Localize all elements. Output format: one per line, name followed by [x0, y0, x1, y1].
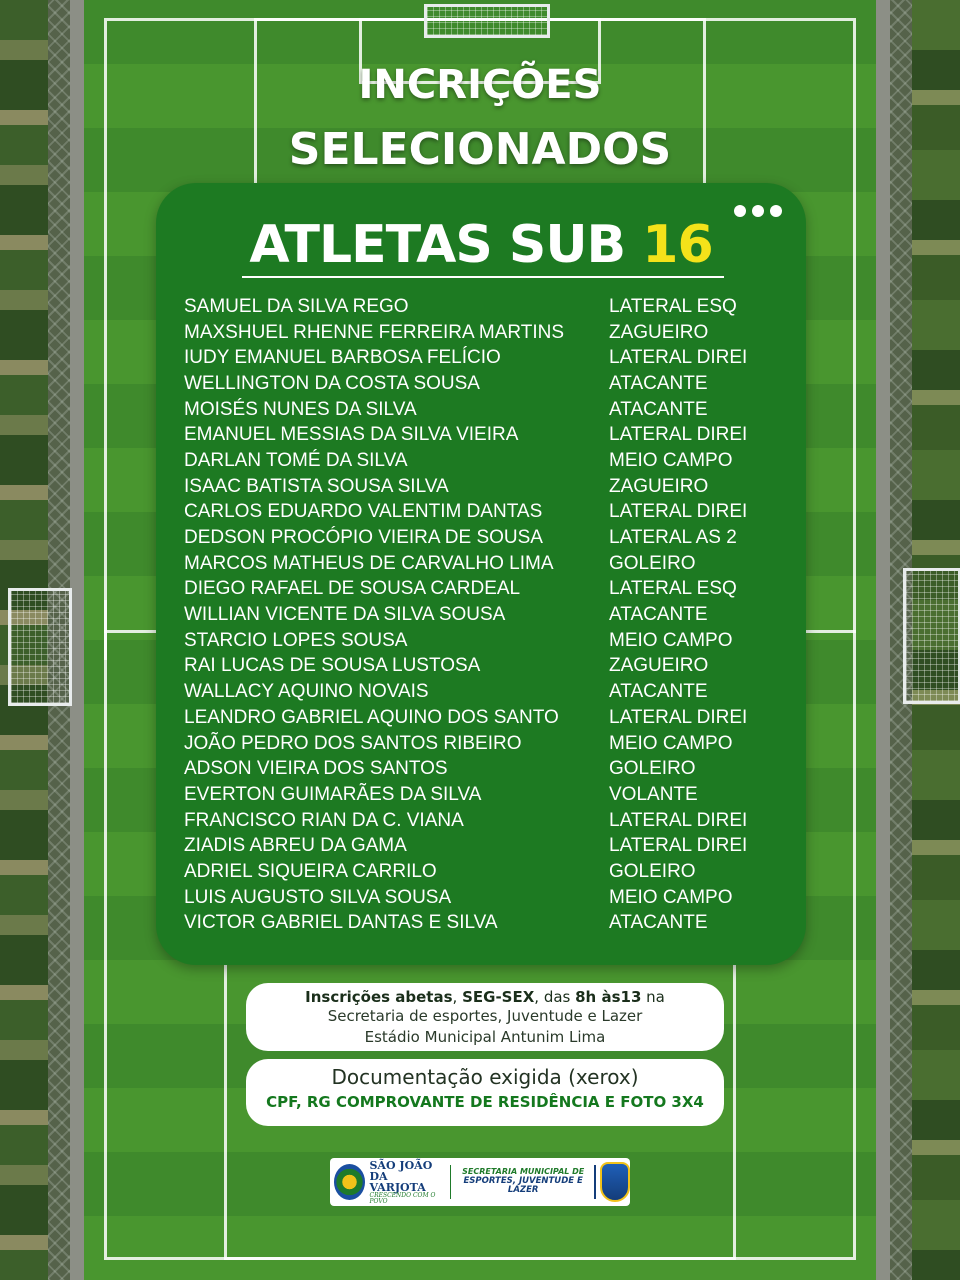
athlete-name: RAI LUCAS DE SOUSA LUSTOSA — [184, 655, 481, 677]
registration-label: Inscrições abetas — [305, 988, 453, 1006]
city-name-2: DA VARJOTA — [369, 1169, 426, 1194]
athlete-row — [184, 654, 784, 680]
athlete-position: LATERAL ESQ — [609, 578, 737, 600]
logo-divider-2 — [594, 1165, 596, 1199]
athlete-row — [184, 705, 784, 731]
athlete-name: IUDY EMANUEL BARBOSA FELÍCIO — [184, 347, 501, 369]
documents-items: CPF, RG COMPROVANTE DE RESIDÊNCIA E FOTO 3X4 — [266, 1093, 704, 1111]
athletes-card — [156, 183, 806, 965]
registration-days: SEG-SEX — [462, 988, 535, 1006]
athlete-list — [184, 294, 784, 936]
title-underline — [242, 276, 724, 278]
athlete-name: WALLACY AQUINO NOVAIS — [184, 681, 429, 703]
card-title-main: ATLETAS SUB — [249, 215, 643, 275]
athlete-position: MEIO CAMPO — [609, 732, 733, 754]
athlete-name: ISAAC BATISTA SOUSA SILVA — [184, 475, 449, 497]
registration-das: , das — [534, 988, 576, 1006]
athlete-position: LATERAL DIREI — [609, 424, 748, 446]
athlete-row — [184, 911, 784, 937]
secretaria-line-1: SECRETARIA MUNICIPAL DE — [462, 1167, 585, 1177]
athlete-position: LATERAL ESQ — [609, 295, 737, 317]
goal-right — [903, 568, 960, 704]
athlete-row — [184, 448, 784, 474]
athlete-name: DARLAN TOMÉ DA SILVA — [184, 449, 408, 471]
athlete-row — [184, 551, 784, 577]
athlete-position: LATERAL DIREI — [609, 501, 748, 523]
athlete-position: GOLEIRO — [609, 552, 696, 574]
card-title-number: 16 — [642, 215, 713, 275]
athlete-row — [184, 756, 784, 782]
athlete-row — [184, 808, 784, 834]
athlete-position: MEIO CAMPO — [609, 886, 733, 908]
athlete-position: LATERAL AS 2 — [609, 527, 737, 549]
athlete-position: GOLEIRO — [609, 758, 696, 780]
athlete-position: ZAGUEIRO — [609, 655, 709, 677]
athlete-position: ZAGUEIRO — [609, 475, 709, 497]
goal-top — [424, 4, 550, 38]
athlete-name: MOISÉS NUNES DA SILVA — [184, 398, 417, 420]
athlete-name: MAXSHUEL RHENNE FERREIRA MARTINS — [184, 321, 565, 343]
athlete-row — [184, 345, 784, 371]
athlete-row — [184, 422, 784, 448]
registration-line-1 — [246, 988, 724, 1006]
athlete-position: VOLANTE — [609, 783, 698, 805]
athlete-position: MEIO CAMPO — [609, 449, 733, 471]
athlete-position: LATERAL DIREI — [609, 706, 748, 728]
athlete-position: ATACANTE — [609, 912, 708, 934]
athlete-position: LATERAL DIREI — [609, 347, 748, 369]
goal-left — [8, 588, 72, 706]
city-seal-icon — [334, 1164, 365, 1200]
athlete-row — [184, 885, 784, 911]
athlete-row — [184, 500, 784, 526]
athlete-position: ATACANTE — [609, 372, 708, 394]
registration-line-2: Secretaria de esportes, Juventude e Lazer — [327, 1007, 643, 1025]
athlete-name: LUIS AUGUSTO SILVA SOUSA — [184, 886, 452, 908]
athlete-name: LEANDRO GABRIEL AQUINO DOS SANTO — [184, 706, 559, 728]
athlete-row — [184, 833, 784, 859]
secretaria-logo-text — [456, 1168, 590, 1195]
registration-line-3: Estádio Municipal Antunim Lima — [364, 1028, 606, 1046]
athlete-name: ADRIEL SIQUEIRA CARRILO — [184, 860, 437, 882]
athlete-position: GOLEIRO — [609, 860, 696, 882]
registration-hours: 8h às13 — [575, 988, 642, 1006]
athlete-name: WELLINGTON DA COSTA SOUSA — [184, 372, 480, 394]
city-logo-text — [369, 1160, 444, 1205]
athlete-row — [184, 371, 784, 397]
documents-title: Documentação exigida (xerox) — [331, 1065, 639, 1089]
athlete-position: LATERAL DIREI — [609, 809, 748, 831]
logo-divider — [450, 1165, 452, 1199]
athlete-name: DEDSON PROCÓPIO VIEIRA DE SOUSA — [184, 527, 543, 549]
athlete-position: ZAGUEIRO — [609, 321, 709, 343]
athlete-row — [184, 397, 784, 423]
city-tagline: CRESCENDO COM O POVO — [369, 1191, 436, 1205]
athlete-row — [184, 525, 784, 551]
athlete-name: SAMUEL DA SILVA REGO — [184, 295, 409, 317]
athlete-row — [184, 859, 784, 885]
athlete-row — [184, 294, 784, 320]
athlete-name: ADSON VIEIRA DOS SANTOS — [184, 758, 448, 780]
registration-sep: , — [452, 988, 463, 1006]
track-left — [70, 0, 84, 1280]
athlete-position: ATACANTE — [609, 604, 708, 626]
registration-na: na — [641, 988, 665, 1006]
athlete-position: MEIO CAMPO — [609, 629, 733, 651]
athlete-row — [184, 474, 784, 500]
registration-info-box — [246, 983, 724, 1051]
athlete-name: DIEGO RAFAEL DE SOUSA CARDEAL — [184, 578, 521, 600]
track-right — [876, 0, 890, 1280]
athlete-name: CARLOS EDUARDO VALENTIM DANTAS — [184, 501, 543, 523]
athlete-name: WILLIAN VICENTE DA SILVA SOUSA — [184, 604, 506, 626]
athlete-name: STARCIO LOPES SOUSA — [184, 629, 408, 651]
athlete-position: ATACANTE — [609, 398, 708, 420]
athlete-row — [184, 577, 784, 603]
athlete-name: FRANCISCO RIAN DA C. VIANA — [184, 809, 464, 831]
documents-box — [246, 1059, 724, 1126]
athlete-name: MARCOS MATHEUS DE CARVALHO LIMA — [184, 552, 554, 574]
card-title — [156, 215, 806, 275]
city-name-1: SÃO JOÃO — [369, 1158, 433, 1172]
athlete-name: EMANUEL MESSIAS DA SILVA VIEIRA — [184, 424, 519, 446]
athlete-position: ATACANTE — [609, 681, 708, 703]
athlete-row — [184, 320, 784, 346]
header-line-2: SELECIONADOS — [288, 124, 672, 175]
athlete-row — [184, 679, 784, 705]
athlete-position: LATERAL DIREI — [609, 835, 748, 857]
athlete-row — [184, 731, 784, 757]
athlete-name: ZIADIS ABREU DA GAMA — [184, 835, 407, 857]
secretaria-line-2: ESPORTES, JUVENTUDE E LAZER — [463, 1176, 583, 1196]
athlete-name: VICTOR GABRIEL DANTAS E SILVA — [184, 912, 498, 934]
logo-strip — [330, 1158, 630, 1206]
athlete-name: EVERTON GUIMARÃES DA SILVA — [184, 783, 482, 805]
header-line-1: INCRIÇÕES — [358, 62, 602, 108]
athlete-row — [184, 782, 784, 808]
athlete-row — [184, 602, 784, 628]
secretaria-crest-icon — [600, 1162, 630, 1202]
corner-line — [104, 600, 107, 660]
athlete-row — [184, 628, 784, 654]
athlete-name: JOÃO PEDRO DOS SANTOS RIBEIRO — [184, 732, 522, 754]
